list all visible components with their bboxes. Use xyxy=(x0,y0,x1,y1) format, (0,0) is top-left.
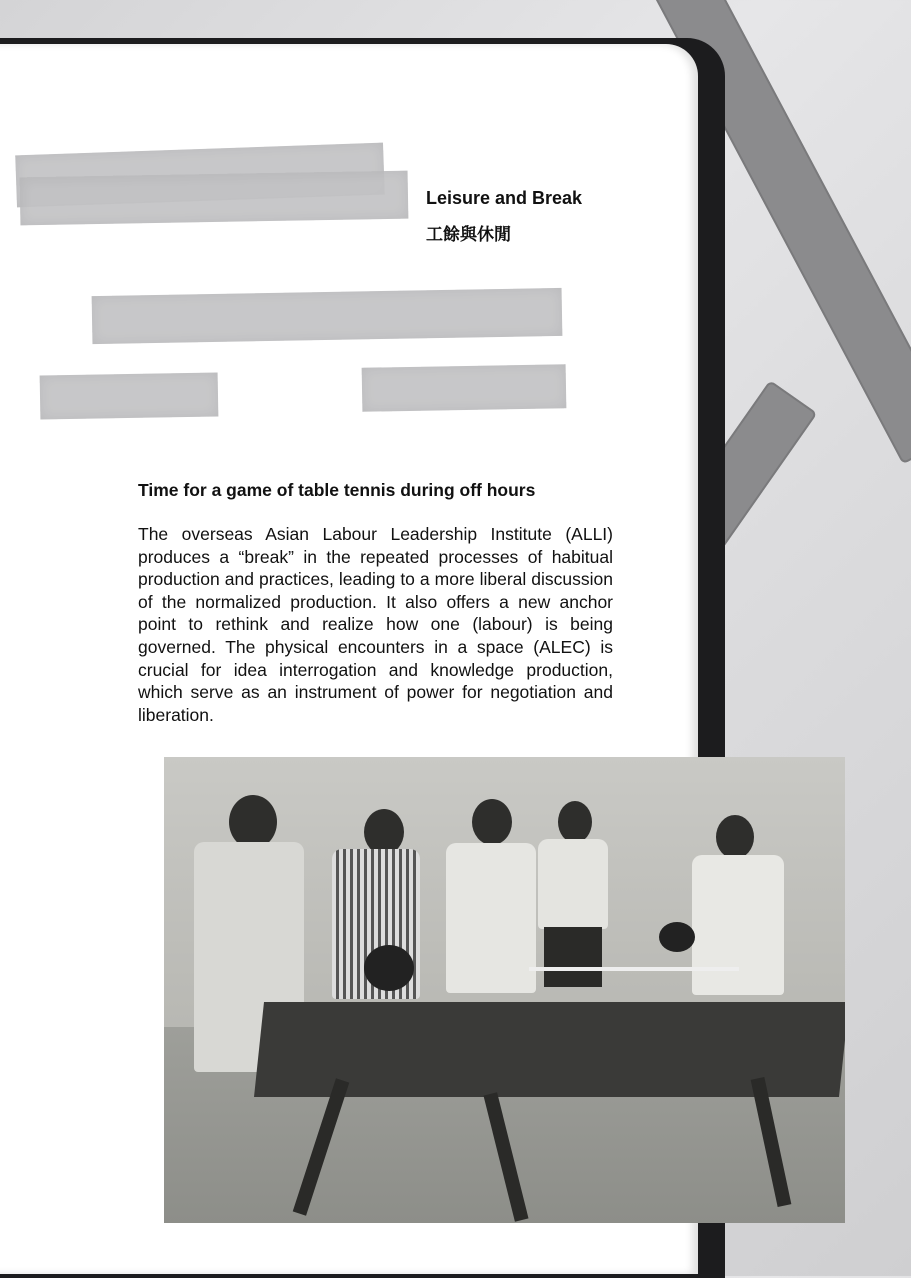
paddle-icon xyxy=(659,922,695,952)
page-title: Leisure and Break xyxy=(426,188,583,208)
redaction-tape xyxy=(40,372,219,419)
archival-photo xyxy=(164,757,845,1223)
paddle-icon xyxy=(364,945,414,991)
page-title-chinese: 工餘與休閒 xyxy=(426,225,511,245)
table-net xyxy=(529,967,739,971)
section-title: Time for a game of table tennis during off hours xyxy=(138,480,536,500)
section-body: The overseas Asian Labour Leadership Institute (ALLI) produces a “break” in the repeated processes of habitual production and practices, leading to a more liberal discussion of the normalized production. It also offers a new anchor point to rethink and realize how one (labour) is being governed. The physical encounters in a space (ALEC) is crucial for idea interrogation and knowledge production, which serve as an instrument of power for negotiation and liberation. xyxy=(138,524,613,725)
redaction-tape xyxy=(362,364,567,412)
redaction-tape xyxy=(20,171,409,226)
redaction-tape xyxy=(92,288,563,344)
